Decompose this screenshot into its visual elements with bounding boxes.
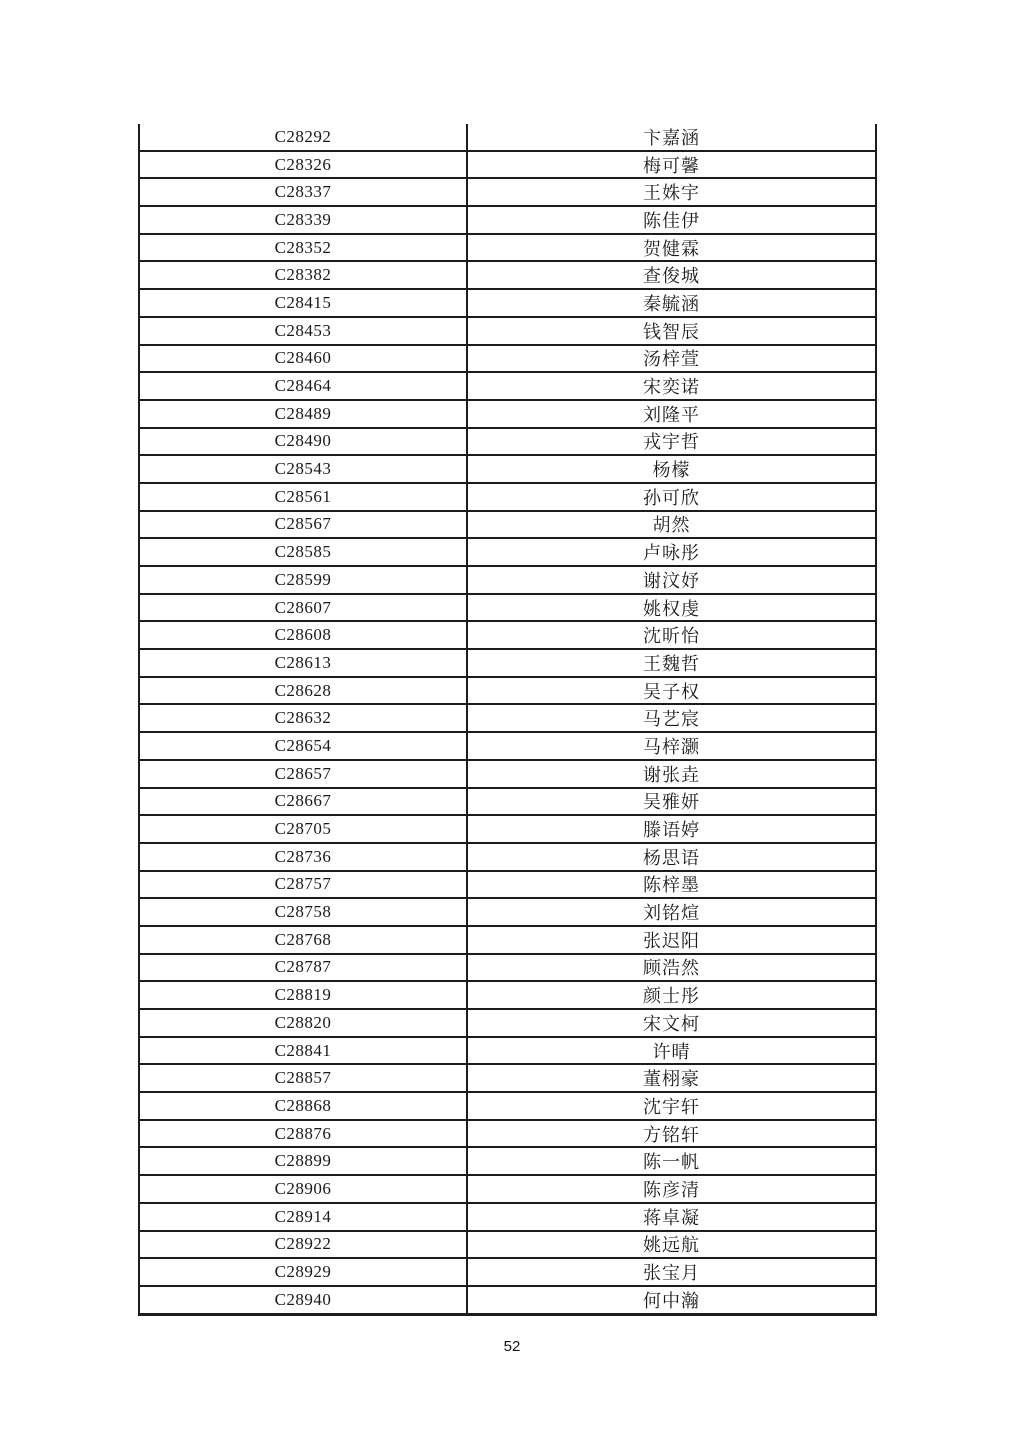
student-name-cell: 马梓灏 xyxy=(643,736,700,757)
student-name-cell: 蒋卓凝 xyxy=(643,1207,700,1228)
student-name-cell: 汤梓萱 xyxy=(643,349,700,370)
student-name-cell: 何中瀚 xyxy=(643,1290,700,1311)
student-name-cell: 宋文柯 xyxy=(643,1013,700,1034)
student-name-cell: 张宝月 xyxy=(643,1263,700,1284)
student-name-cell: 戎宇哲 xyxy=(643,432,700,453)
student-name-cell: 刘隆平 xyxy=(643,404,700,425)
student-name-cell: 吴子权 xyxy=(643,681,700,702)
student-name-cell: 滕语婷 xyxy=(643,820,700,841)
student-id-cell: C28567 xyxy=(140,512,468,538)
student-id-cell: C28460 xyxy=(140,346,468,372)
student-name-cell: 方铭轩 xyxy=(643,1124,700,1145)
table-row xyxy=(140,429,875,457)
student-id-cell: C28607 xyxy=(140,595,468,621)
student-id-cell: C28857 xyxy=(140,1065,468,1091)
student-name-cell: 姚权虔 xyxy=(643,598,700,619)
table-row xyxy=(140,650,875,678)
table-row xyxy=(140,401,875,429)
table-row xyxy=(140,262,875,290)
student-id-cell: C28768 xyxy=(140,927,468,953)
student-id-cell: C28914 xyxy=(140,1204,468,1230)
table-row xyxy=(140,346,875,374)
student-name-cell: 秦毓涵 xyxy=(643,293,700,314)
table-row xyxy=(140,290,875,318)
table-row xyxy=(140,982,875,1010)
student-name-cell: 张迟阳 xyxy=(643,930,700,951)
table-row xyxy=(140,595,875,623)
table-row xyxy=(140,1259,875,1287)
student-id-cell: C28899 xyxy=(140,1148,468,1174)
table-row xyxy=(140,235,875,263)
student-name-cell: 董栩豪 xyxy=(643,1069,700,1090)
student-id-cell: C28657 xyxy=(140,761,468,787)
student-id-cell: C28326 xyxy=(140,152,468,178)
student-name-cell: 王姝宇 xyxy=(643,183,700,204)
student-id-cell: C28337 xyxy=(140,179,468,205)
table-row xyxy=(140,1148,875,1176)
table-row xyxy=(140,705,875,733)
student-name-cell: 沈宇轩 xyxy=(643,1096,700,1117)
student-id-cell: C28667 xyxy=(140,789,468,815)
student-name-cell: 胡然 xyxy=(652,515,691,536)
table-row xyxy=(140,1176,875,1204)
student-name-cell: 卢咏彤 xyxy=(643,543,700,564)
table-row xyxy=(140,622,875,650)
student-name-cell: 马艺宸 xyxy=(643,709,700,730)
student-id-cell: C28489 xyxy=(140,401,468,427)
table-row xyxy=(140,1093,875,1121)
student-name-cell: 卞嘉涵 xyxy=(643,127,700,148)
table-row xyxy=(140,789,875,817)
table-row xyxy=(140,816,875,844)
student-name-cell: 颜士彤 xyxy=(643,986,700,1007)
table-row xyxy=(140,1010,875,1038)
student-name-cell: 查俊城 xyxy=(643,266,700,287)
table-row xyxy=(140,955,875,983)
student-name-cell: 梅可馨 xyxy=(643,155,700,176)
student-id-cell: C28543 xyxy=(140,456,468,482)
student-id-cell: C28608 xyxy=(140,622,468,648)
table-row xyxy=(140,484,875,512)
student-id-cell: C28585 xyxy=(140,539,468,565)
student-name-cell: 陈彦清 xyxy=(643,1179,700,1200)
student-id-cell: C28787 xyxy=(140,955,468,981)
student-id-cell: C28922 xyxy=(140,1232,468,1258)
student-roster-table xyxy=(138,124,877,1316)
student-id-cell: C28929 xyxy=(140,1259,468,1285)
table-row xyxy=(140,844,875,872)
table-row xyxy=(140,1287,875,1315)
table-row xyxy=(140,927,875,955)
student-id-cell: C28382 xyxy=(140,262,468,288)
table-row xyxy=(140,1232,875,1260)
student-name-cell: 陈梓墨 xyxy=(643,875,700,896)
student-name-cell: 杨檬 xyxy=(652,460,691,481)
student-name-cell: 杨思语 xyxy=(643,847,700,868)
student-name-cell: 王魏哲 xyxy=(643,653,700,674)
student-id-cell: C28613 xyxy=(140,650,468,676)
student-id-cell: C28758 xyxy=(140,899,468,925)
student-id-cell: C28561 xyxy=(140,484,468,510)
student-name-cell: 钱智辰 xyxy=(643,321,700,342)
student-name-cell: 贺健霖 xyxy=(643,238,700,259)
student-id-cell: C28841 xyxy=(140,1038,468,1064)
student-id-cell: C28352 xyxy=(140,235,468,261)
student-id-cell: C28705 xyxy=(140,816,468,842)
student-id-cell: C28736 xyxy=(140,844,468,870)
table-row xyxy=(140,512,875,540)
table-row xyxy=(140,318,875,346)
student-id-cell: C28940 xyxy=(140,1287,468,1313)
student-id-cell: C28757 xyxy=(140,872,468,898)
table-row xyxy=(140,1121,875,1149)
table-row xyxy=(140,539,875,567)
student-id-cell: C28628 xyxy=(140,678,468,704)
table-row xyxy=(140,207,875,235)
student-name-cell: 吴雅妍 xyxy=(643,792,700,813)
student-name-cell: 宋奕诺 xyxy=(643,377,700,398)
student-name-cell: 陈佳伊 xyxy=(643,210,700,231)
student-id-cell: C28820 xyxy=(140,1010,468,1036)
student-name-cell: 沈昕怡 xyxy=(643,626,700,647)
student-id-cell: C28632 xyxy=(140,705,468,731)
table-row xyxy=(140,1204,875,1232)
student-name-cell: 姚远航 xyxy=(643,1235,700,1256)
student-id-cell: C28490 xyxy=(140,429,468,455)
student-id-cell: C28654 xyxy=(140,733,468,759)
table-row xyxy=(140,179,875,207)
table-row xyxy=(140,899,875,927)
student-name-cell: 谢汶妤 xyxy=(643,570,700,591)
student-id-cell: C28292 xyxy=(140,124,468,150)
student-name-cell: 孙可欣 xyxy=(643,487,700,508)
table-row xyxy=(140,456,875,484)
student-name-cell: 谢张垚 xyxy=(643,764,700,785)
table-row xyxy=(140,872,875,900)
student-id-cell: C28464 xyxy=(140,373,468,399)
table-row xyxy=(140,567,875,595)
student-name-cell: 顾浩然 xyxy=(643,958,700,979)
student-id-cell: C28599 xyxy=(140,567,468,593)
table-row xyxy=(140,678,875,706)
student-id-cell: C28906 xyxy=(140,1176,468,1202)
student-id-cell: C28339 xyxy=(140,207,468,233)
student-id-cell: C28868 xyxy=(140,1093,468,1119)
table-row xyxy=(140,124,875,152)
student-name-cell: 刘铭煊 xyxy=(643,903,700,924)
student-id-cell: C28819 xyxy=(140,982,468,1008)
student-name-cell: 许晴 xyxy=(652,1041,691,1062)
table-row xyxy=(140,373,875,401)
table-row xyxy=(140,1065,875,1093)
student-id-cell: C28415 xyxy=(140,290,468,316)
page-number: 52 xyxy=(503,1338,521,1355)
student-id-cell: C28453 xyxy=(140,318,468,344)
table-row xyxy=(140,733,875,761)
table-row xyxy=(140,1038,875,1066)
table-row xyxy=(140,152,875,180)
student-name-cell: 陈一帆 xyxy=(643,1152,700,1173)
table-row xyxy=(140,761,875,789)
student-id-cell: C28876 xyxy=(140,1121,468,1147)
